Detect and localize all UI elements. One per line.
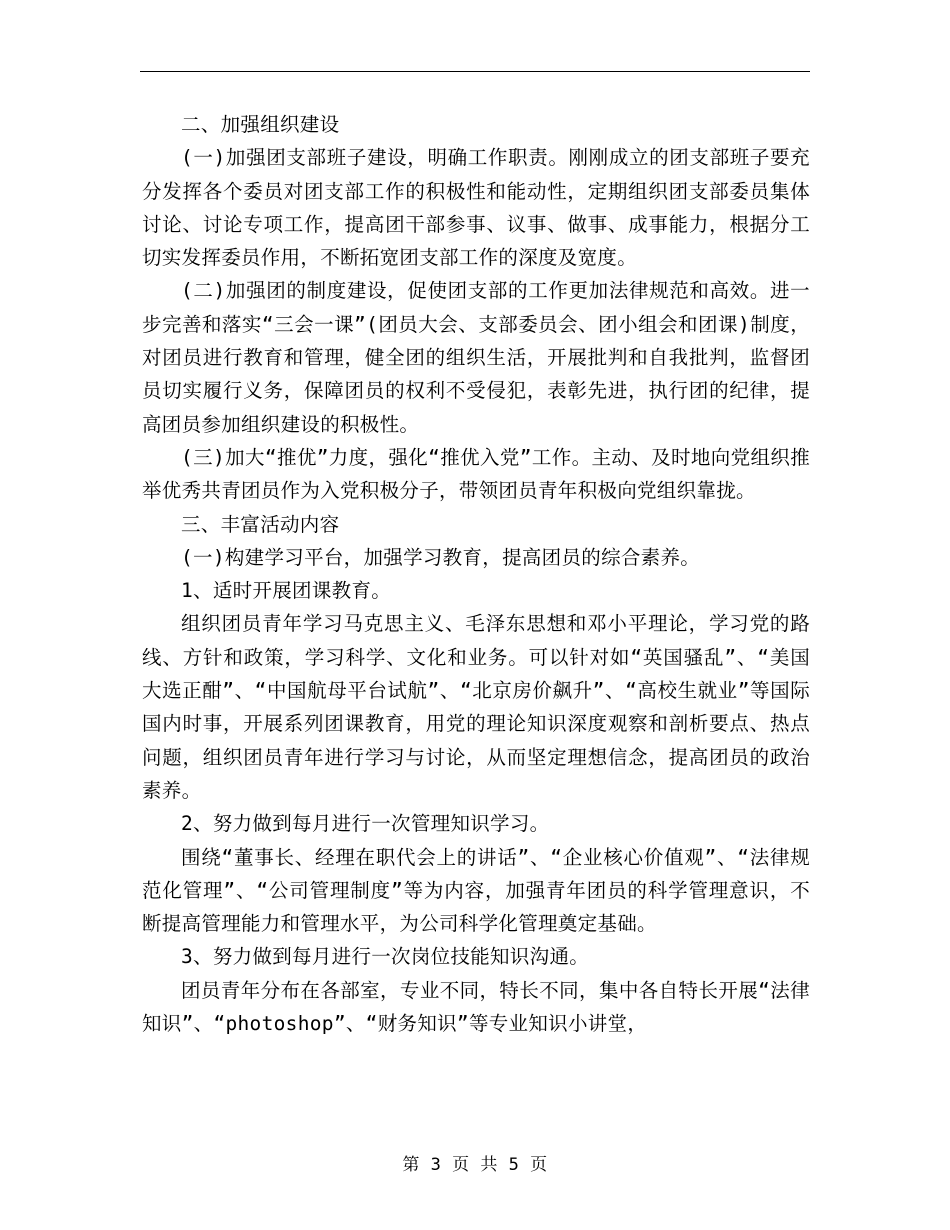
section-heading-organization: 二、加强组织建设 [181,113,340,136]
paragraph: (一)加强团支部班子建设，明确工作职责。刚刚成立的团支部班子要充分发挥各个委员对团支部工作的积极性和能动性，定期组织团支部委员集体讨论、讨论专项工作，提高团干部参事、议事、做事、成事能力，根据分工切实发挥委员作用，不断拓宽团支部工作的深度及宽度。 [142,146,810,270]
paragraph: (二)加强团的制度建设，促使团支部的工作更加法律规范和高效。进一步完善和落实“三会一课”(团员大会、支部委员会、团小组会和团课)制度，对团员进行教育和管理，健全团的组织生活，开展批判和自我批判，监督团员切实履行义务，保障团员的权利不受侵犯，表彰先进，执行团的纪律，提高团员参加组织建设的积极性。 [142,279,810,436]
subsection-heading: (一)构建学习平台，加强学习教育，提高团员的综合素养。 [181,545,701,569]
page-number-footer: 第 3 页 共 5 页 [402,1155,548,1175]
item-heading: 2、努力做到每月进行一次管理知识学习。 [181,812,550,836]
section-heading-activities: 三、丰富活动内容 [181,512,340,536]
header-rule [140,71,810,72]
paragraph: 团员青年分布在各部室，专业不同，特长不同，集中各自特长开展“法律知识”、“photoshop”、“财务知识”等专业知识小讲堂， [142,978,810,1036]
item-heading: 1、适时开展团课教育。 [181,579,392,603]
item-heading: 3、努力做到每月进行一次岗位技能知识沟通。 [181,945,590,969]
document-body [142,108,810,1040]
paragraph: (三)加大“推优”力度，强化“推优入党”工作。主动、及时地向党组织推举优秀共青团员作为入党积极分子，带领团员青年积极向党组织靠拢。 [142,445,810,503]
paragraph: 围绕“董事长、经理在职代会上的讲话”、“企业核心价值观”、“法律规范化管理”、“公司管理制度”等为内容，加强青年团员的科学管理意识，不断提高管理能力和管理水平，为公司科学化管理奠定基础。 [142,845,810,936]
paragraph: 组织团员青年学习马克思主义、毛泽东思想和邓小平理论，学习党的路线、方针和政策，学习科学、文化和业务。可以针对如“英国骚乱”、“美国大选正酣”、“中国航母平台试航”、“北京房价飙升”、“高校生就业”等国际国内时事，开展系列团课教育，用党的理论知识深度观察和剖析要点、热点问题，组织团员青年进行学习与讨论，从而坚定理想信念，提高团员的政治素养。 [142,612,810,802]
